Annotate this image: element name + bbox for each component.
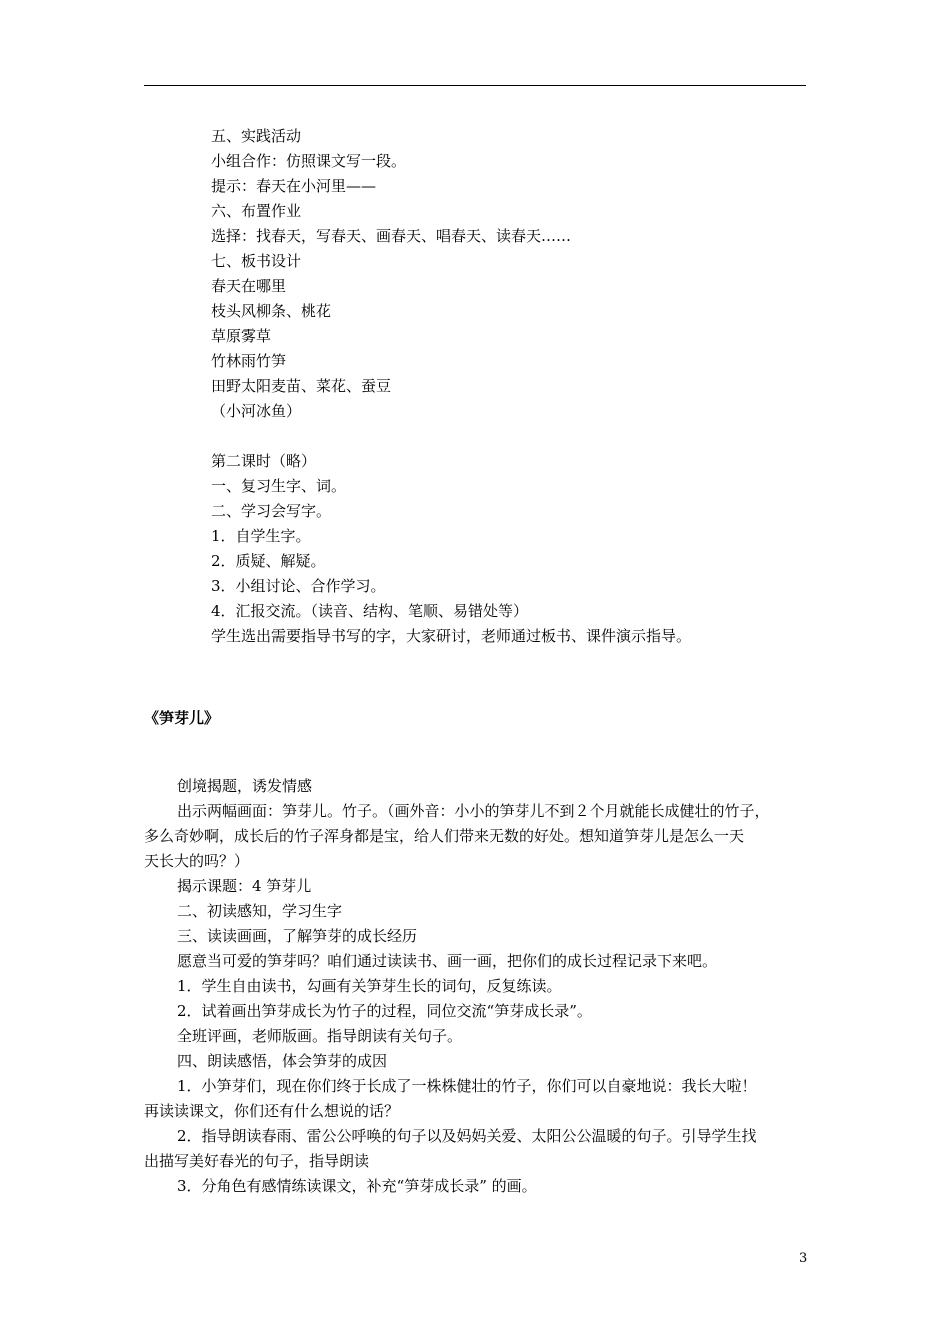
section-heading-first-reading: 二、初读感知，学习生字 — [177, 902, 343, 920]
text-line: 竹林雨竹笋 — [211, 352, 287, 370]
text-line: 2．质疑、解疑。 — [211, 552, 326, 570]
section-heading-board-design: 七、板书设计 — [211, 252, 302, 270]
paragraph-line: 再读读课文，你们还有什么想说的话？ — [144, 1102, 400, 1120]
paragraph-line: 2．指导朗读春雨、雷公公呼唤的句子以及妈妈关爱、太阳公公温暖的句子。引导学生找 — [177, 1127, 757, 1145]
text-line: 选择：找春天，写春天、画春天、唱春天、读春天…… — [211, 227, 572, 245]
text-line: 春天在哪里 — [211, 277, 287, 295]
section-heading-reading-aloud: 四、朗读感悟，体会笋芽的成因 — [177, 1052, 388, 1070]
paragraph-line: 出示两幅画面：笋芽儿。竹子。（画外音：小小的笋芽儿不到２个月就能长成健壮的竹子， — [177, 802, 770, 820]
text-line: 提示：春天在小河里—— — [211, 177, 377, 195]
text-line: 2．试着画出笋芽成长为竹子的过程，同位交流“笋芽成长录”。 — [177, 1002, 592, 1020]
text-line: 1．自学生字。 — [211, 527, 311, 545]
text-line: 二、学习会写字。 — [211, 502, 332, 520]
text-line: 草原雾草 — [211, 327, 272, 345]
text-line: 小组合作：仿照课文写一段。 — [211, 152, 407, 170]
header-rule — [144, 85, 806, 86]
text-line: 一、复习生字、词。 — [211, 477, 347, 495]
text-line: 愿意当可爱的笋芽吗？咱们通过读读书、画一画，把你们的成长过程记录下来吧。 — [177, 952, 718, 970]
text-line: 揭示课题：4 笋芽儿 — [177, 877, 312, 895]
section-heading-second-lesson: 第二课时（略） — [211, 452, 317, 470]
text-line: 3．小组讨论、合作学习。 — [211, 577, 386, 595]
text-line: 枝头风柳条、桃花 — [211, 302, 332, 320]
text-line: 田野太阳麦苗、菜花、蚕豆 — [211, 377, 392, 395]
lesson-title: 《笋芽儿》 — [144, 709, 220, 727]
section-heading-intro: 创境揭题，诱发情感 — [177, 777, 313, 795]
text-line: 3．分角色有感情练读课文，补充“笋芽成长录” 的画。 — [177, 1177, 537, 1195]
section-heading-practice: 五、实践活动 — [211, 127, 302, 145]
paragraph-line: 天长大的吗？） — [144, 852, 250, 870]
paragraph-line: 1．小笋芽们，现在你们终于长成了一株株健壮的竹子，你们可以自豪地说：我长大啦！ — [177, 1077, 757, 1095]
text-line: 学生选出需要指导书写的字，大家研讨，老师通过板书、课件演示指导。 — [211, 627, 692, 645]
text-line: 全班评画，老师版画。指导朗读有关句子。 — [177, 1027, 463, 1045]
paragraph-line: 出描写美好春光的句子，指导朗读 — [144, 1152, 370, 1170]
page-number: 3 — [799, 1251, 808, 1266]
section-heading-homework: 六、布置作业 — [211, 202, 302, 220]
text-line: （小河冰鱼） — [211, 402, 302, 420]
text-line: 1．学生自由读书，勾画有关笋芽生长的词句，反复练读。 — [177, 977, 562, 995]
text-line: 4．汇报交流。（读音、结构、笔顺、易错处等） — [211, 602, 529, 620]
section-heading-read-draw: 三、读读画画，了解笋芽的成长经历 — [177, 927, 418, 945]
paragraph-line: 多么奇妙啊，成长后的竹子浑身都是宝，给人们带来无数的好处。想知道笋芽儿是怎么一天 — [144, 827, 745, 845]
